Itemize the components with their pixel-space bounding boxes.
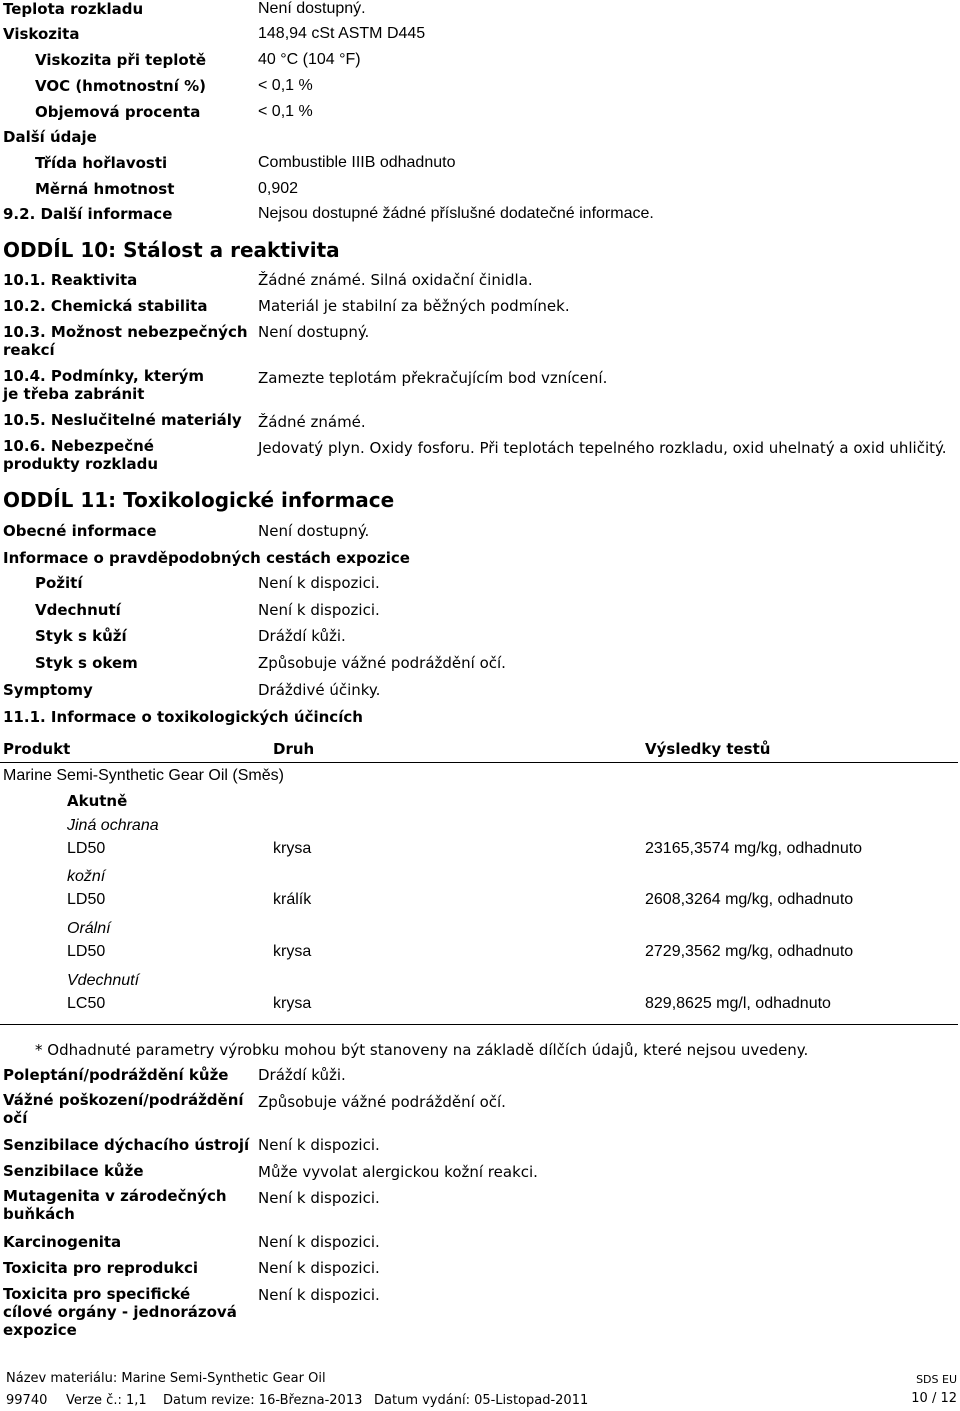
effect-label: Senzibilace dýchacího ústrojí: [3, 1136, 250, 1154]
table-header-product: Produkt: [3, 740, 71, 758]
effect-value: Může vyvolat alergickou kožní reakci.: [258, 1163, 538, 1181]
prop-label: Teplota rozkladu: [3, 0, 144, 18]
s10-value: Materiál je stabilní za běžných podmínek.: [258, 297, 570, 315]
prop-value: < 0,1 %: [258, 77, 313, 94]
table-route: Jiná ochrana: [67, 817, 159, 834]
table-result: 23165,3574 mg/kg, odhadnuto: [645, 840, 863, 857]
table-test: LD50: [67, 891, 106, 908]
prop-value: < 0,1 %: [258, 103, 313, 120]
table-test: LD50: [67, 943, 106, 960]
table-header-species: Druh: [273, 740, 315, 758]
prop-value: Combustible IIIB odhadnuto: [258, 154, 456, 171]
section-11-title: ODDÍL 11: Toxikologické informace: [3, 488, 395, 512]
effect-value: Není k dispozici.: [258, 1189, 380, 1207]
table-route: Vdechnutí: [67, 972, 140, 989]
table-species: krysa: [273, 943, 312, 960]
route-value: Není k dispozici.: [258, 574, 380, 592]
symptoms-label: Symptomy: [3, 681, 93, 699]
general-label: Obecné informace: [3, 522, 157, 540]
s10-label: 10.4. Podmínky, kterým je třeba zabránit: [3, 367, 205, 403]
prop-label: Viskozita při teplotě: [35, 51, 207, 69]
route-label: Styk s kůží: [35, 627, 127, 645]
footer-page: 10 / 12: [911, 1391, 957, 1406]
prop-label: 9.2. Další informace: [3, 205, 173, 223]
s10-label: 10.5. Neslučitelné materiály: [3, 411, 242, 429]
effect-value: Dráždí kůži.: [258, 1066, 346, 1084]
s10-label: 10.3. Možnost nebezpečných reakcí: [3, 323, 248, 359]
tox-title: 11.1. Informace o toxikologických účincích: [3, 708, 363, 726]
effect-label: Poleptání/podráždění kůže: [3, 1066, 229, 1084]
s10-value: Jedovatý plyn. Oxidy fosforu. Při teplotách tepelného rozkladu, oxid uhelnatý a oxid uhličitý.: [258, 439, 947, 457]
route-label: Vdechnutí: [35, 601, 121, 619]
footer-sds: SDS EU: [916, 1373, 957, 1386]
prop-value: Není dostupný.: [258, 0, 366, 17]
effect-value: Není k dispozici.: [258, 1233, 380, 1251]
footer-material: Název materiálu: Marine Semi-Synthetic Gear Oil: [6, 1371, 326, 1386]
s10-value: Žádné známé.: [258, 413, 366, 431]
effect-value: Způsobuje vážné podráždění očí.: [258, 1093, 506, 1111]
footer-revision: Datum revize: 16-Března-2013: [163, 1393, 363, 1408]
effect-value: Není k dispozici.: [258, 1136, 380, 1154]
prop-label: Měrná hmotnost: [35, 180, 175, 198]
table-product: Marine Semi-Synthetic Gear Oil (Směs): [3, 767, 284, 784]
table-route: Orální: [67, 920, 111, 937]
effect-value: Není k dispozici.: [258, 1286, 380, 1304]
effect-label: Toxicita pro specifické cílové orgány - jednorázová expozice: [3, 1285, 237, 1339]
effect-label: Toxicita pro reprodukci: [3, 1259, 199, 1277]
table-result: 829,8625 mg/l, odhadnuto: [645, 995, 831, 1012]
route-label: Požití: [35, 574, 83, 592]
table-test: LD50: [67, 840, 106, 857]
prop-value: 0,902: [258, 180, 299, 197]
s10-label: 10.2. Chemická stabilita: [3, 297, 208, 315]
effect-label: Vážné poškození/podráždění očí: [3, 1091, 244, 1127]
table-bottom-rule: [0, 1024, 958, 1025]
prop-label: Další údaje: [3, 128, 97, 146]
prop-label: Třída hořlavosti: [35, 154, 168, 172]
prop-label: VOC (hmotnostní %): [35, 77, 206, 95]
footer-code: 99740: [6, 1393, 48, 1408]
prop-value: 148,94 cSt ASTM D445: [258, 25, 426, 42]
table-result: 2729,3562 mg/kg, odhadnuto: [645, 943, 854, 960]
table-species: krysa: [273, 995, 312, 1012]
footer-issue: Datum vydání: 05-Listopad-2011: [374, 1393, 589, 1408]
general-value: Není dostupný.: [258, 522, 370, 540]
table-species: králík: [273, 891, 312, 908]
s10-label: 10.1. Reaktivita: [3, 271, 138, 289]
symptoms-value: Dráždivé účinky.: [258, 681, 381, 699]
prop-value: Nejsou dostupné žádné příslušné dodatečné informace.: [258, 205, 654, 222]
effect-value: Není k dispozici.: [258, 1259, 380, 1277]
prop-label: Objemová procenta: [35, 103, 201, 121]
section-10-title: ODDÍL 10: Stálost a reaktivita: [3, 238, 340, 262]
table-test: LC50: [67, 995, 106, 1012]
s10-value: Není dostupný.: [258, 323, 370, 341]
effect-label: Senzibilace kůže: [3, 1162, 144, 1180]
route-value: Není k dispozici.: [258, 601, 380, 619]
table-acute: Akutně: [67, 792, 128, 810]
s10-value: Žádné známé. Silná oxidační činidla.: [258, 271, 533, 289]
effect-label: Karcinogenita: [3, 1233, 122, 1251]
footer-version: Verze č.: 1,1: [66, 1393, 147, 1408]
route-value: Způsobuje vážné podráždění očí.: [258, 654, 506, 672]
prop-label: Viskozita: [3, 25, 80, 43]
s10-value: Zamezte teplotám překračujícím bod vznícení.: [258, 369, 608, 387]
table-header-rule: [0, 762, 958, 763]
table-header-results: Výsledky testů: [645, 740, 771, 758]
table-route: kožní: [67, 868, 106, 885]
s10-label: 10.6. Nebezpečné produkty rozkladu: [3, 437, 159, 473]
table-species: krysa: [273, 840, 312, 857]
route-value: Dráždí kůži.: [258, 627, 346, 645]
route-label: Styk s okem: [35, 654, 138, 672]
prop-value: 40 °C (104 °F): [258, 51, 361, 68]
routes-title: Informace o pravděpodobných cestách expozice: [3, 549, 410, 567]
effect-label: Mutagenita v zárodečných buňkách: [3, 1187, 227, 1223]
table-footnote: * Odhadnuté parametry výrobku mohou být stanoveny na základě dílčích údajů, které nejsou uvedeny.: [35, 1041, 809, 1059]
table-result: 2608,3264 mg/kg, odhadnuto: [645, 891, 854, 908]
